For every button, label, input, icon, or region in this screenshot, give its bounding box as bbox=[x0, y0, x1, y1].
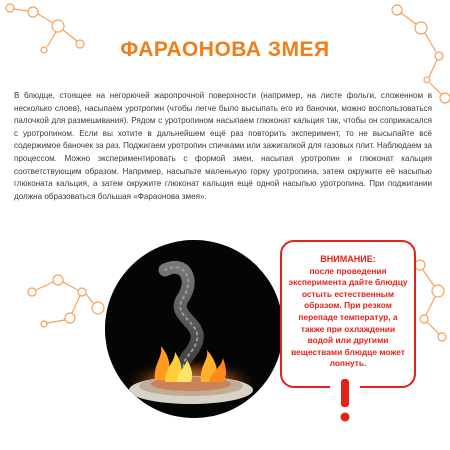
article-body: В блюдце, стоящее на негорючей жаропрочной поверхности (например, на листе фольги, сложенном в несколько слоев), насыпаем уротропин (чтобы легче было высыпать его из баночки, можно воспользоваться палочкой для размешивания). Рядом с уротропином насыпаем глюконат кальция так, чтобы он соприкасался с уротропином. Если вы хотите в дальнейшем ещё раз повторить эксперимент, то не высыпайте всё содержимое баночек за раз. Поджигаем уротропин спичками или зажигалкой для газовых плит. Наблюдаем за процессом. Можно экспериментировать с формой змеи, насыпая уротропин и глюконат кальция соответствующим образом. Например, насыпьте маленькую горку уротропина, затем окружите её насыпью глюконата кальция, а затем окружите глюконат кальция ещё одной насыпью уротропина. При поджигании должна образоваться большая «Фараонова змея». bbox=[14, 91, 432, 201]
pharaoh-snake-illustration bbox=[105, 240, 283, 418]
decorative-molecule-right bbox=[410, 255, 450, 345]
experiment-photo bbox=[105, 240, 283, 418]
warning-box bbox=[280, 240, 416, 388]
warning-text: после проведения эксперимента дайте блюдцу остыть естественным образом. При резком перепаде температур, а также при охлаждении водой или другими веществами блюдце может лопнуть. bbox=[288, 265, 408, 369]
page-title: ФАРАОНОВА ЗМЕЯ bbox=[120, 38, 330, 61]
exclamation-icon bbox=[330, 375, 360, 425]
warning-title: ВНИМАНИЕ: bbox=[320, 254, 376, 264]
decorative-molecule-left bbox=[20, 262, 110, 352]
